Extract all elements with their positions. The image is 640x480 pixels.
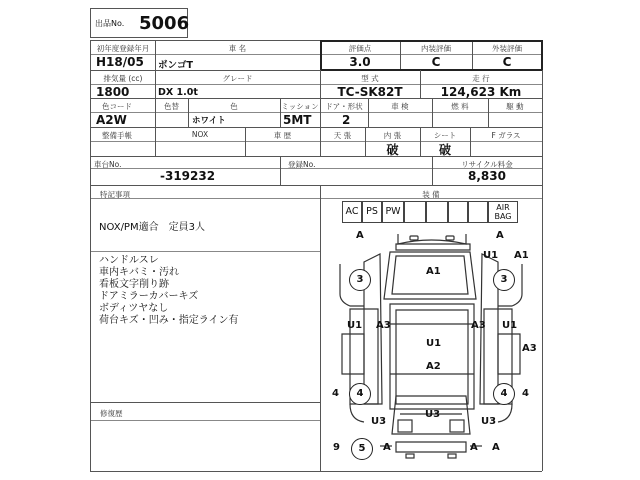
header-color: 色	[230, 102, 238, 111]
equip-airbag	[488, 201, 518, 223]
grid-line	[90, 127, 542, 128]
equip-airbag-label: AIR BAG	[494, 203, 512, 221]
mark-wheel-rl: 4	[349, 383, 371, 405]
mark-center-u1: U1	[426, 338, 442, 349]
header-transmission: ミッション	[281, 102, 319, 111]
transmission-value: 5MT	[283, 113, 312, 127]
reg-year-value: H18/05	[96, 55, 144, 69]
mark-front-left: A	[356, 230, 364, 241]
header-nox: NOX	[191, 130, 209, 139]
note-line: ハンドルスレ	[99, 255, 159, 266]
equip-ac: AC	[342, 201, 362, 223]
grid-line	[90, 40, 91, 471]
mark-wheel-rr: 4	[493, 383, 515, 405]
header-reg-no: 登録No.	[288, 160, 316, 169]
lot-number-value: 5006	[139, 13, 190, 34]
mark-center-a2: A2	[426, 361, 441, 372]
header-seat: シート	[433, 131, 457, 140]
grid-line	[90, 156, 542, 157]
mark-roof: A1	[426, 266, 441, 277]
grade-value: DX 1.0t	[158, 87, 198, 98]
mark-side-l-a3: A3	[376, 320, 391, 331]
doors-value: 2	[342, 113, 351, 127]
header-score: 評価点	[348, 44, 372, 53]
displacement-value: 1800	[96, 85, 130, 99]
grid-line	[280, 156, 281, 185]
equip-blank-1	[404, 201, 426, 223]
equip-ps: PS	[362, 201, 382, 223]
mark-wheel-rl-out: 4	[332, 388, 339, 399]
model-value: TC-SK82T	[337, 85, 403, 99]
grid-line	[90, 251, 320, 252]
mark-a1-right: A1	[514, 250, 529, 261]
car-name-value: ボンゴT	[158, 60, 193, 71]
header-doors: ドア・形状	[325, 102, 363, 111]
mileage-value: 124,623 Km	[440, 85, 522, 99]
notes-list	[99, 255, 239, 327]
mark-bottom-a-far: A	[492, 442, 500, 453]
seat-value: 破	[438, 143, 451, 157]
grid-line	[90, 402, 320, 403]
color-value: ホワイト	[192, 116, 226, 126]
note-line: 荷台キズ・凹み・指定ライン有	[99, 315, 239, 326]
mark-rear-r-u3: U3	[481, 416, 497, 427]
notes-label: 特記事項	[100, 190, 130, 199]
mark-side-r-a3: A3	[471, 320, 486, 331]
note-line: ドアミラーカバーキズ	[99, 291, 199, 302]
grid-line	[542, 40, 543, 471]
mark-bottom-a-l: A	[383, 442, 391, 453]
color-code-value: A2W	[96, 113, 127, 127]
equip-blank-3	[448, 201, 468, 223]
header-reg-year: 初年度登録年月	[96, 44, 150, 53]
chassis-no-value: -319232	[160, 169, 216, 183]
score-value: 3.0	[349, 55, 371, 69]
equip-blank-2	[426, 201, 448, 223]
grid-line	[90, 185, 542, 186]
mark-bottom-9: 9	[333, 442, 340, 453]
grid-line	[320, 69, 542, 71]
note-line: 車内キバミ・汚れ	[99, 267, 179, 278]
mark-bottom-5: 5	[351, 438, 373, 460]
header-color-change: 色替	[164, 102, 179, 111]
exterior-value: C	[502, 55, 512, 69]
header-displacement: 排気量 (cc)	[103, 74, 143, 83]
grid-line	[90, 420, 320, 421]
mark-side-r-u1: U1	[502, 320, 518, 331]
mark-side-l-u1: U1	[347, 320, 363, 331]
grid-line	[90, 471, 542, 472]
equipment-label: 装 備	[422, 190, 440, 199]
mark-side-r-far-a3: A3	[522, 343, 537, 354]
header-recycle: リサイクル料金	[461, 160, 513, 169]
grid-line	[90, 141, 542, 142]
mark-rear-l-u3: U3	[371, 416, 387, 427]
header-exterior: 外装評価	[492, 44, 522, 53]
equip-pw: PW	[382, 201, 404, 223]
header-drive: 駆 動	[506, 102, 524, 111]
grid-line	[90, 112, 542, 113]
mark-rear-u3: U3	[425, 409, 441, 420]
mark-u1-right: U1	[483, 250, 499, 261]
header-f-glass: F ガラス	[491, 131, 521, 140]
header-manual: 整備手帳	[102, 131, 132, 140]
recycle-value: 8,830	[468, 169, 506, 183]
header-car-name: 車 名	[228, 44, 247, 53]
mark-wheel-fl: 3	[349, 269, 371, 291]
header-upholstery: 内 張	[383, 131, 402, 140]
repair-history-label: 修復歴	[100, 409, 123, 418]
equip-blank-4	[468, 201, 488, 223]
interior-value: C	[431, 55, 441, 69]
mark-bottom-a-r: A	[470, 442, 478, 453]
header-model: 型 式	[361, 74, 379, 83]
notes-line-1: NOX/PM適合 定員3人	[99, 222, 205, 233]
note-line: 看板文字削り跡	[99, 279, 169, 290]
lot-number-label: 出品No.	[95, 19, 125, 28]
header-interior: 内装評価	[421, 44, 451, 53]
mark-wheel-rr-out: 4	[522, 388, 529, 399]
header-chassis-no: 車台No.	[94, 160, 122, 169]
header-mileage: 走 行	[472, 74, 490, 83]
header-inspection: 車 検	[391, 102, 409, 111]
upholstery-value: 破	[386, 143, 399, 157]
header-fuel: 燃 料	[451, 102, 469, 111]
mark-front-right: A	[496, 230, 504, 241]
lot-number-box	[90, 8, 188, 38]
grid-line	[320, 40, 542, 42]
header-grade: グレード	[222, 74, 253, 83]
header-history: 車 歴	[273, 131, 292, 140]
header-ceiling: 天 張	[333, 131, 352, 140]
mark-wheel-fr: 3	[493, 269, 515, 291]
note-line: ボディツヤなし	[99, 303, 169, 314]
header-color-code: 色コード	[102, 102, 132, 111]
